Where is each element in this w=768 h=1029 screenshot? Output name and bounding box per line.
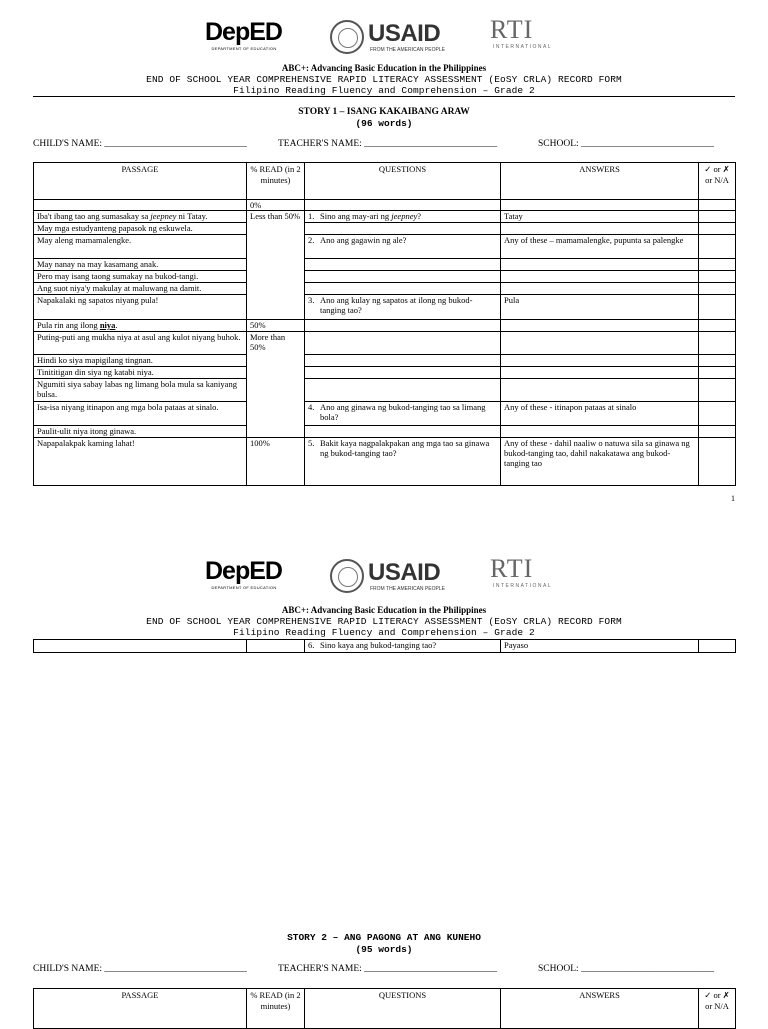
answer-cell: Payaso — [501, 640, 699, 653]
question-cell — [305, 438, 501, 486]
check-cell[interactable] — [699, 379, 736, 402]
passage-line: Paulit-ulit niya itong ginawa. — [34, 426, 247, 438]
percent-cell: More than 50% — [247, 332, 305, 438]
check-cell[interactable] — [699, 367, 736, 379]
check-cell[interactable] — [699, 235, 736, 259]
passage-line: Napapalakpak kaming lahat! — [34, 438, 247, 486]
usaid-seal-icon — [330, 20, 364, 54]
name-fields — [33, 139, 735, 153]
deped-logo-word: DepED — [205, 557, 282, 585]
question-cell — [305, 211, 501, 223]
percent-cell: 0% — [247, 200, 305, 211]
question-text: Ano ang ginawa ng bukod-tanging tao sa limang bola? — [320, 402, 486, 422]
page-header — [0, 605, 768, 638]
question-number: 6. — [308, 640, 315, 650]
deped-logo-subtitle: DEPARTMENT OF EDUCATION — [211, 585, 277, 590]
usaid-logo — [330, 20, 445, 60]
check-cell[interactable] — [699, 283, 736, 295]
usaid-logo-word: USAID — [368, 20, 441, 47]
rti-logo-word: RTI — [490, 554, 534, 583]
story-1-heading — [0, 106, 768, 130]
percent-cell — [247, 640, 305, 653]
question-text: Ano ang gagawin ng ale? — [320, 235, 407, 245]
record-table-story-2 — [33, 988, 736, 1029]
usaid-logo-subtitle: FROM THE AMERICAN PEOPLE — [370, 586, 445, 592]
logo-bar — [0, 15, 768, 62]
school-field[interactable]: SCHOOL: ____________________________ — [538, 139, 715, 149]
question-cell — [305, 295, 501, 320]
check-cell[interactable] — [699, 332, 736, 355]
form-subject: Filipino Reading Fluency and Comprehension – Grade 2 — [233, 627, 535, 638]
passage-line: Iba't ibang tao ang sumasakay sa jeepney ni Tatay. — [34, 211, 247, 223]
form-title: END OF SCHOOL YEAR COMPREHENSIVE RAPID LITERACY ASSESSMENT (EoSY CRLA) RECORD FORM — [146, 74, 622, 85]
logo-bar — [0, 554, 768, 601]
passage-line: Tinititigan din siya ng katabi niya. — [34, 367, 247, 379]
passage-line: Ngumiti siya sabay labas ng limang bola mula sa kaniyang bulsa. — [34, 379, 247, 402]
teacher-name-field[interactable]: TEACHER'S NAME: ____________________________ — [278, 139, 498, 149]
percent-cell: 50% — [247, 320, 305, 332]
passage-line: Pula rin ang ilong niya. — [34, 320, 247, 332]
header-check: ✓ or ✗ or N/A — [699, 989, 736, 1029]
question-cell — [305, 402, 501, 426]
check-cell[interactable] — [699, 295, 736, 320]
school-field[interactable]: SCHOOL: ____________________________ — [538, 964, 715, 974]
deped-logo-subtitle: DEPARTMENT OF EDUCATION — [211, 46, 277, 51]
check-cell[interactable] — [699, 223, 736, 235]
form-title: END OF SCHOOL YEAR COMPREHENSIVE RAPID LITERACY ASSESSMENT (EoSY CRLA) RECORD FORM — [146, 616, 622, 627]
answer-cell: Any of these – mamamalengke, pupunta sa palengke — [501, 235, 699, 259]
usaid-logo-subtitle: FROM THE AMERICAN PEOPLE — [370, 47, 445, 53]
header-questions: QUESTIONS — [305, 989, 501, 1029]
deped-logo — [205, 18, 283, 58]
deped-logo-word: DepED — [205, 18, 282, 46]
check-cell[interactable] — [699, 426, 736, 438]
passage-line: Pero may isang taong sumakay na bukod-tangi. — [34, 271, 247, 283]
answer-cell: Tatay — [501, 211, 699, 223]
program-title: ABC+: Advancing Basic Education in the Philippines — [281, 63, 487, 73]
header-percent-read: % READ (in 2 minutes) — [247, 989, 305, 1029]
child-name-field[interactable]: CHILD'S NAME: ______________________________ — [33, 964, 247, 974]
question-number: 2. — [308, 235, 315, 245]
question-text: Ano ang kulay ng sapatos at ilong ng bukod-tanging tao? — [320, 295, 473, 315]
percent-cell: 100% — [247, 438, 305, 486]
question-number: 5. — [308, 438, 315, 448]
header-passage: PASSAGE — [34, 163, 247, 200]
question-cell — [305, 235, 501, 259]
program-title: ABC+: Advancing Basic Education in the Philippines — [281, 605, 487, 615]
passage-line: Puting-puti ang mukha niya at asul ang kulot niyang buhok. — [34, 332, 247, 355]
passage-line: May nanay na may kasamang anak. — [34, 259, 247, 271]
percent-cell: Less than 50% — [247, 211, 305, 320]
header-answers: ANSWERS — [501, 163, 699, 200]
rti-logo-subtitle: INTERNATIONAL — [493, 44, 553, 50]
page-header — [0, 63, 768, 96]
passage-cell — [34, 640, 247, 653]
passage-line: Napakalaki ng sapatos niyang pula! — [34, 295, 247, 320]
check-cell[interactable] — [699, 211, 736, 223]
header-check: ✓ or ✗ or N/A — [699, 163, 736, 200]
question-cell — [305, 640, 501, 653]
usaid-seal-icon — [330, 559, 364, 593]
check-cell[interactable] — [699, 320, 736, 332]
check-cell[interactable] — [699, 402, 736, 426]
header-passage: PASSAGE — [34, 989, 247, 1029]
story-2-word-count: (95 words) — [355, 944, 413, 955]
question-number: 3. — [308, 295, 315, 305]
passage-line: Isa-isa niyang itinapon ang mga bola pataas at sinalo. — [34, 402, 247, 426]
passage-line: Hindi ko siya mapigilang tingnan. — [34, 355, 247, 367]
story-1-title: STORY 1 – ISANG KAKAIBANG ARAW — [298, 107, 470, 117]
story-2-heading — [0, 932, 768, 956]
answer-cell: Any of these - itinapon pataas at sinalo — [501, 402, 699, 426]
rti-logo-subtitle: INTERNATIONAL — [493, 583, 553, 589]
rti-logo — [490, 15, 570, 58]
question-text: Sino kaya ang bukod-tanging tao? — [320, 640, 437, 650]
deped-logo — [205, 557, 283, 597]
check-cell[interactable] — [699, 355, 736, 367]
story-1-word-count: (96 words) — [355, 118, 413, 129]
check-cell[interactable] — [699, 640, 736, 653]
record-table — [33, 162, 736, 486]
question-text: Sino ang may-ari ng jeepney? — [320, 211, 422, 221]
check-cell[interactable] — [699, 259, 736, 271]
header-percent-read: % READ (in 2 minutes) — [247, 163, 305, 200]
check-cell[interactable] — [699, 438, 736, 486]
question-number: 1. — [308, 211, 315, 221]
record-table-continued — [33, 639, 736, 653]
passage-line: Ang suot niya'y makulay at maluwang na damit. — [34, 283, 247, 295]
story-2-title: STORY 2 – ANG PAGONG AT ANG KUNEHO — [287, 932, 481, 943]
usaid-logo-word: USAID — [368, 559, 441, 586]
answer-cell: Any of these - dahil naaliw o natuwa sila sa ginawa ng bukod-tanging tao, dahil nakakatawa ang bukod-tanging tao — [501, 438, 699, 486]
passage-line: May mga estudyanteng papasok ng eskuwela. — [34, 223, 247, 235]
question-number: 4. — [308, 402, 315, 412]
page-number: 1 — [731, 494, 735, 503]
answer-cell: Pula — [501, 295, 699, 320]
rti-logo-word: RTI — [490, 15, 534, 44]
passage-line: May aleng mamamalengke. — [34, 235, 247, 259]
header-questions: QUESTIONS — [305, 163, 501, 200]
header-divider — [33, 96, 735, 97]
header-answers: ANSWERS — [501, 989, 699, 1029]
passage-cell — [34, 200, 247, 211]
check-cell[interactable] — [699, 271, 736, 283]
teacher-name-field[interactable]: TEACHER'S NAME: ____________________________ — [278, 964, 498, 974]
form-subject: Filipino Reading Fluency and Comprehension – Grade 2 — [233, 85, 535, 96]
check-cell[interactable] — [699, 200, 736, 211]
usaid-logo — [330, 559, 445, 599]
question-text: Bakit kaya nagpalakpakan ang mga tao sa ginawa ng bukod-tanging tao? — [320, 438, 490, 458]
child-name-field[interactable]: CHILD'S NAME: ______________________________ — [33, 139, 247, 149]
name-fields — [33, 964, 735, 978]
rti-logo — [490, 554, 570, 597]
